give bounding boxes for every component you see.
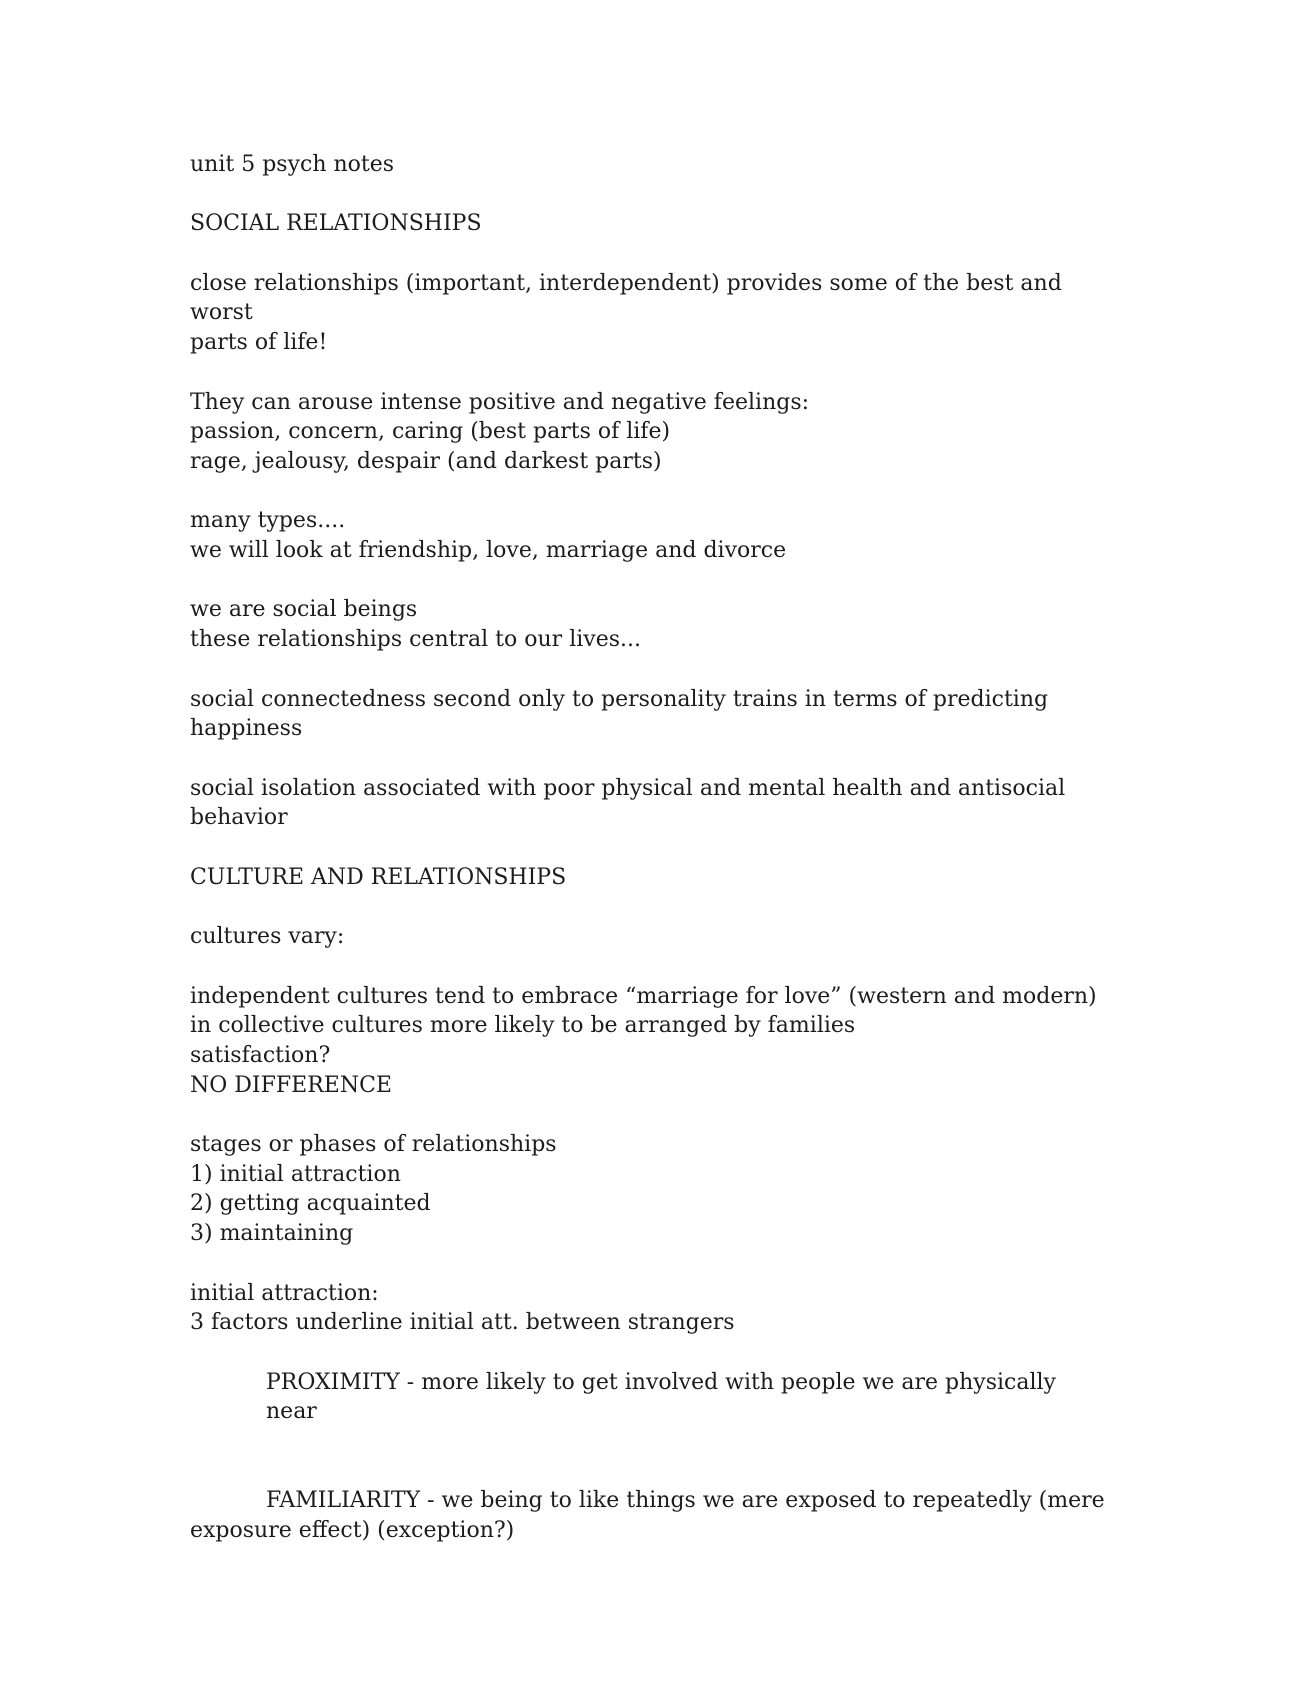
- paragraph: close relationships (important, interdependent) provides some of the best and worst parts of life!: [190, 270, 1062, 356]
- paragraph: social connectedness second only to personality trains in terms of predicting happiness: [190, 686, 1049, 742]
- document-title: unit 5 psych notes: [190, 152, 395, 177]
- section-heading: CULTURE AND RELATIONSHIPS: [190, 864, 567, 890]
- paragraph: initial attraction: 3 factors underline initial att. between strangers: [190, 1280, 735, 1336]
- factor-proximity: PROXIMITY - more likely to get involved with people we are physically near: [266, 1369, 1063, 1425]
- paragraph: we are social beings these relationships central to our lives...: [190, 597, 641, 653]
- paragraph: cultures vary:: [190, 924, 345, 950]
- paragraph: many types.... we will look at friendship, love, marriage and divorce: [190, 508, 787, 564]
- paragraph: independent cultures tend to embrace “marriage for love” (western and modern) in collective cultures more likely to be arranged by families satisfaction? NO DIFFERENCE: [190, 983, 1097, 1098]
- document-body: [190, 150, 1110, 1546]
- spacer: [190, 1427, 1110, 1486]
- section-heading: SOCIAL RELATIONSHIPS: [190, 211, 482, 237]
- paragraph: They can arouse intense positive and negative feelings: passion, concern, caring (best parts of life) rage, jealousy, despair (and darkest parts): [190, 389, 810, 474]
- factor-familiarity: FAMILIARITY - we being to like things we are exposed to repeatedly (mere exposure effect) (exception?): [190, 1488, 1105, 1544]
- paragraph: stages or phases of relationships 1) initial attraction 2) getting acquainted 3) maintaining: [190, 1132, 557, 1247]
- paragraph: social isolation associated with poor physical and mental health and antisocial behavior: [190, 775, 1066, 831]
